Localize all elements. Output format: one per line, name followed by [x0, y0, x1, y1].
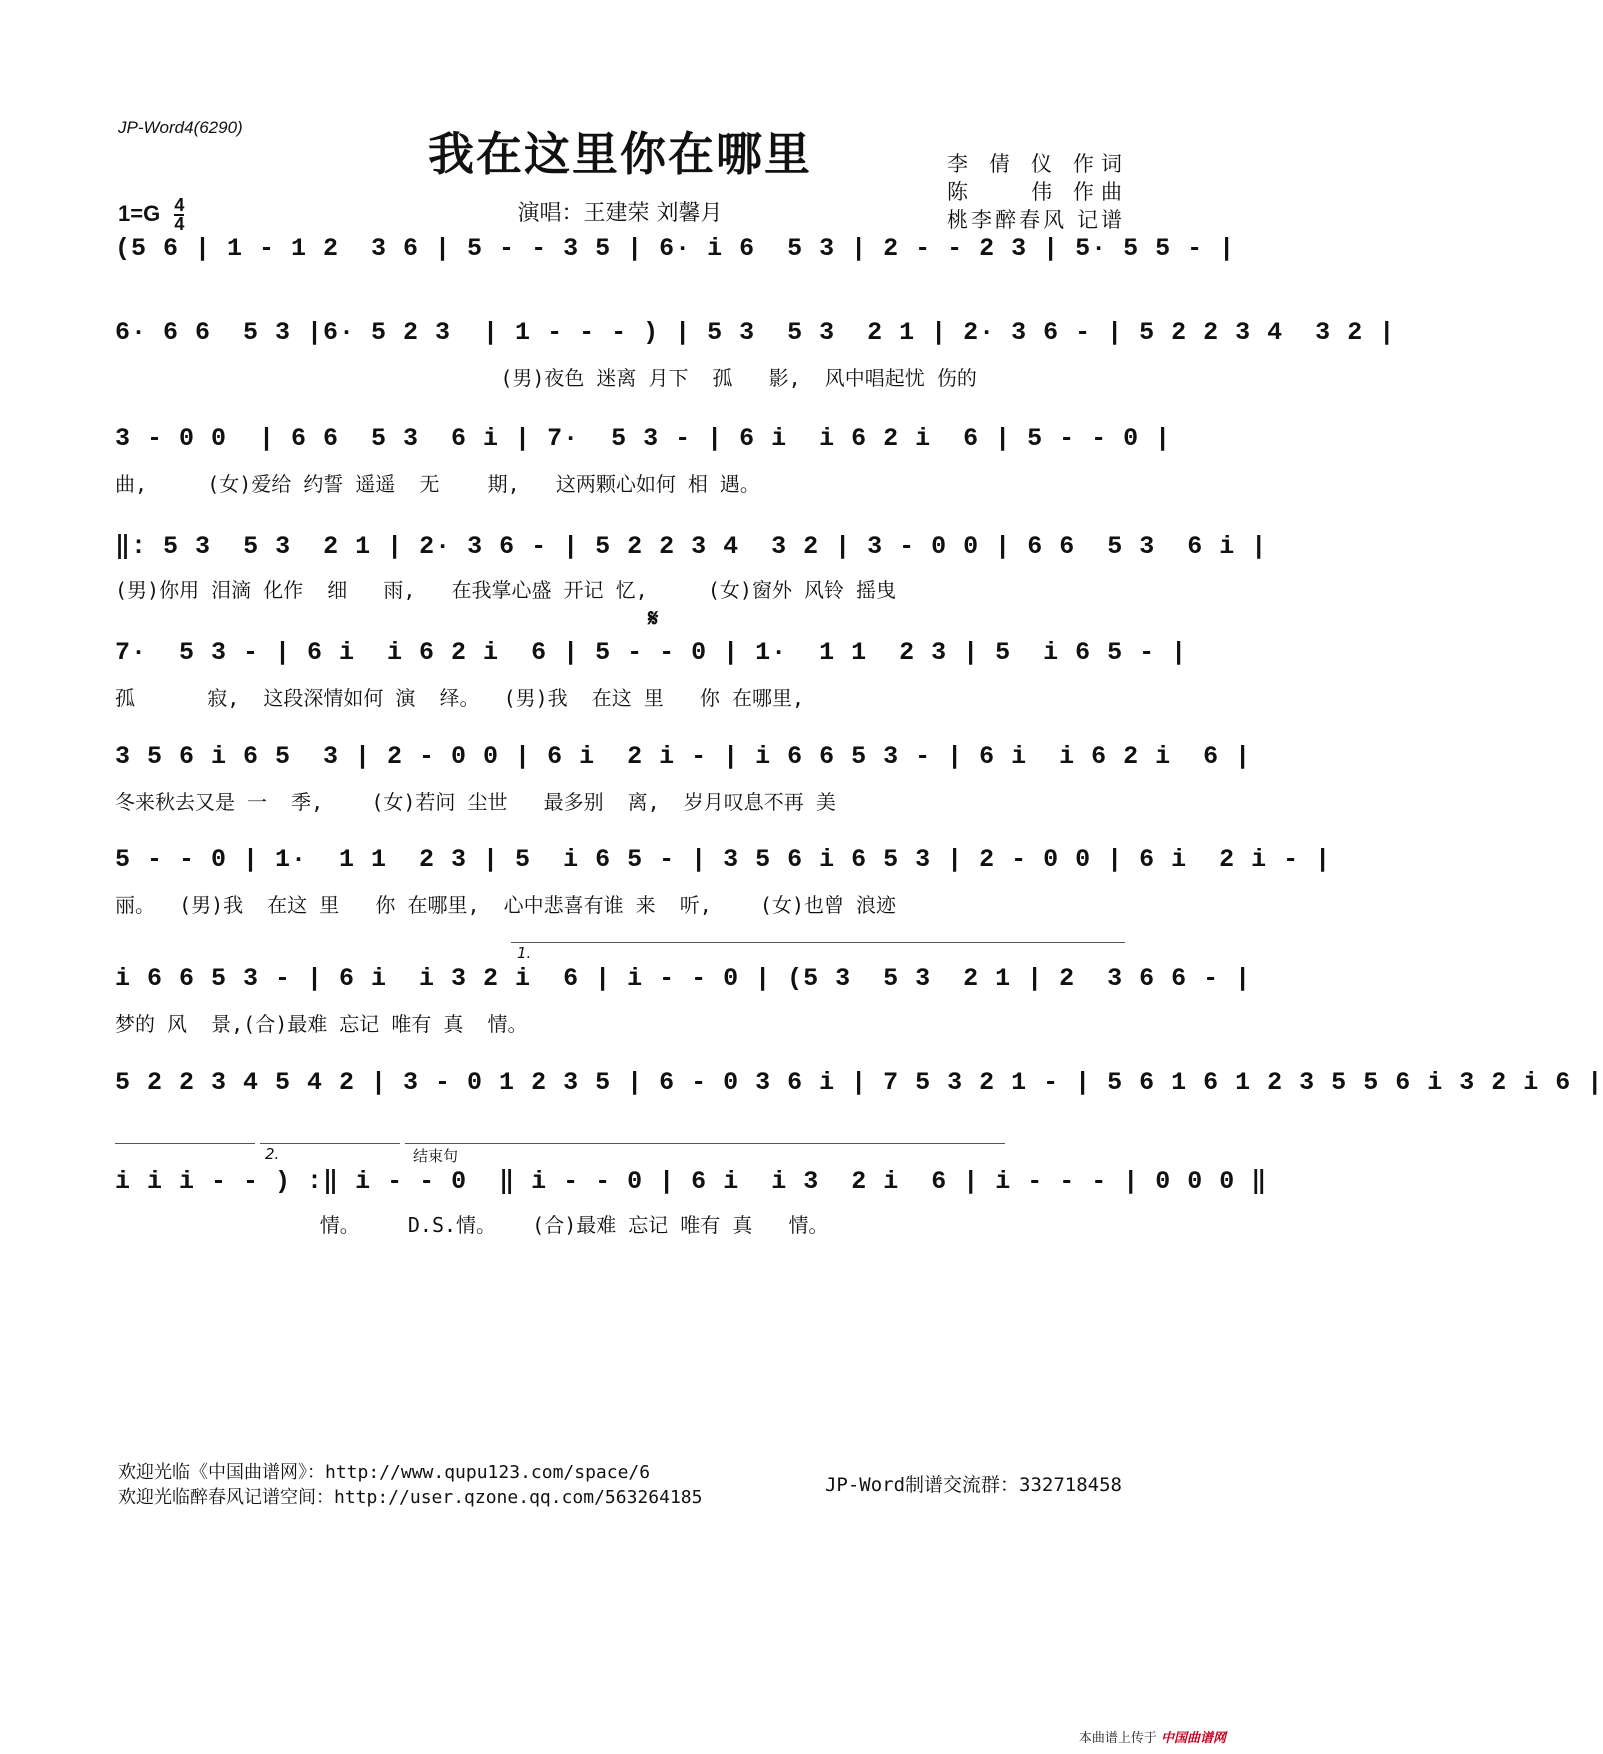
lyrics-line: 孤 寂, 这段深情如何 演 绎。 (男)我 在这 里 你 在哪里, [115, 686, 804, 710]
lyrics-line: 冬来秋去又是 一 季, (女)若问 尘世 最多别 离, 岁月叹息不再 美 [115, 790, 836, 814]
notes-line: i i i - - ) :‖ i - - 0 ‖ i - - 0 | 6 i i 3 2 i 6 | i - - - | 0 0 0 ‖ [115, 1167, 1268, 1196]
composer-credit: 陈 伟 作曲 [947, 180, 1122, 204]
lyrics-line: 曲, (女)爱给 约誓 遥遥 无 期, 这两颗心如何 相 遇。 [115, 472, 760, 496]
notes-line: ‖: 5 3 5 3 2 1 | 2· 3 6 - | 5 2 2 3 4 3 2 | 3 - 0 0 | 6 6 5 3 6 i | [115, 532, 1268, 561]
repeat-bracket [115, 1143, 255, 1144]
volta-1-label: 1. [517, 944, 532, 962]
volta-2-label: 2. [265, 1145, 280, 1163]
lyrics-line: 情。 D.S.情。 (合)最难 忘记 唯有 真 情。 [115, 1213, 829, 1237]
notes-line: 7· 5 3 - | 6 i i 6 2 i 6 | 5 - - 0 | 1· 1 1 2 3 | 5 i 6 5 - | [115, 638, 1188, 667]
lyrics-line: (男)你用 泪滴 化作 细 雨, 在我掌心盛 开记 忆, (女)窗外 风铃 摇曳 [115, 578, 897, 602]
upload-site-logo: 中国曲谱网 [1160, 1731, 1226, 1746]
notes-line: 5 - - 0 | 1· 1 1 2 3 | 5 i 6 5 - | 3 5 6 i 6 5 3 | 2 - 0 0 | 6 i 2 i - | [115, 845, 1332, 874]
footer-line-1: 欢迎光临《中国曲谱网》：http://www.qupu123.com/space/6 [118, 1462, 651, 1483]
ending-label: 结束句 [413, 1147, 459, 1165]
singers: 演唱：王建荣 刘馨月 [517, 201, 723, 226]
group-info: JP-Word制谱交流群：332718458 [824, 1474, 1122, 1496]
song-title: 我在这里你在哪里 [428, 127, 812, 181]
lyrics-line: (男)夜色 迷离 月下 孤 影, 风中唱起忧 伤的 [115, 366, 977, 390]
notes-line: 3 - 0 0 | 6 6 5 3 6 i | 7· 5 3 - | 6 i i 6 2 i 6 | 5 - - 0 | [115, 424, 1172, 453]
notes-line: (5 6 | 1 - 1 2 3 6 | 5 - - 3 5 | 6· i 6 5 3 | 2 - - 2 3 | 5· 5 5 - | [115, 234, 1236, 263]
notes-line: 6· 6 6 5 3 |6· 5 2 3 | 1 - - - ) | 5 3 5 3 2 1 | 2· 3 6 - | 5 2 2 3 4 3 2 | [115, 318, 1396, 347]
footer-links [118, 1460, 702, 1510]
notes-line: 3 5 6 i 6 5 3 | 2 - 0 0 | 6 i 2 i - | i 6 6 5 3 - | 6 i i 6 2 i 6 | [115, 742, 1252, 771]
meter-top: 4 [174, 195, 185, 215]
upload-credit [1079, 1727, 1226, 1746]
volta-2-bracket [260, 1143, 400, 1144]
score [115, 0, 1603, 1300]
lyrics-line: 丽。 (男)我 在这 里 你 在哪里, 心中悲喜有谁 来 听, (女)也曾 浪迹 [115, 893, 897, 917]
segno-sign: 𝄋 [648, 604, 659, 632]
notes-line: i 6 6 5 3 - | 6 i i 3 2 i 6 | i - - 0 | (5 3 5 3 2 1 | 2 3 6 6 - | [115, 964, 1252, 993]
software-label: JP-Word4(6290) [118, 118, 243, 137]
meter-bottom: 4 [174, 214, 185, 234]
notes-line: 5 2 2 3 4 5 4 2 | 3 - 0 1 2 3 5 | 6 - 0 3 6 i | 7 5 3 2 1 - | 5 6 1 6 1 2 3 5 5 6 i 3 2 i 6 | [115, 1068, 1603, 1097]
transcriber-credit: 桃李醉春风 记谱 [947, 208, 1122, 232]
volta-1-bracket [511, 942, 1125, 943]
footer-line-2: 欢迎光临醉春风记谱空间：http://user.qzone.qq.com/563264185 [118, 1487, 703, 1508]
upload-prefix: 本曲谱上传于 [1078, 1731, 1157, 1746]
ending-bracket [405, 1143, 1005, 1144]
lyricist-credit: 李 倩 仪 作词 [947, 152, 1122, 176]
key-label: 1=G [118, 200, 161, 226]
lyrics-line: 梦的 风 景,(合)最难 忘记 唯有 真 情。 [115, 1012, 528, 1036]
